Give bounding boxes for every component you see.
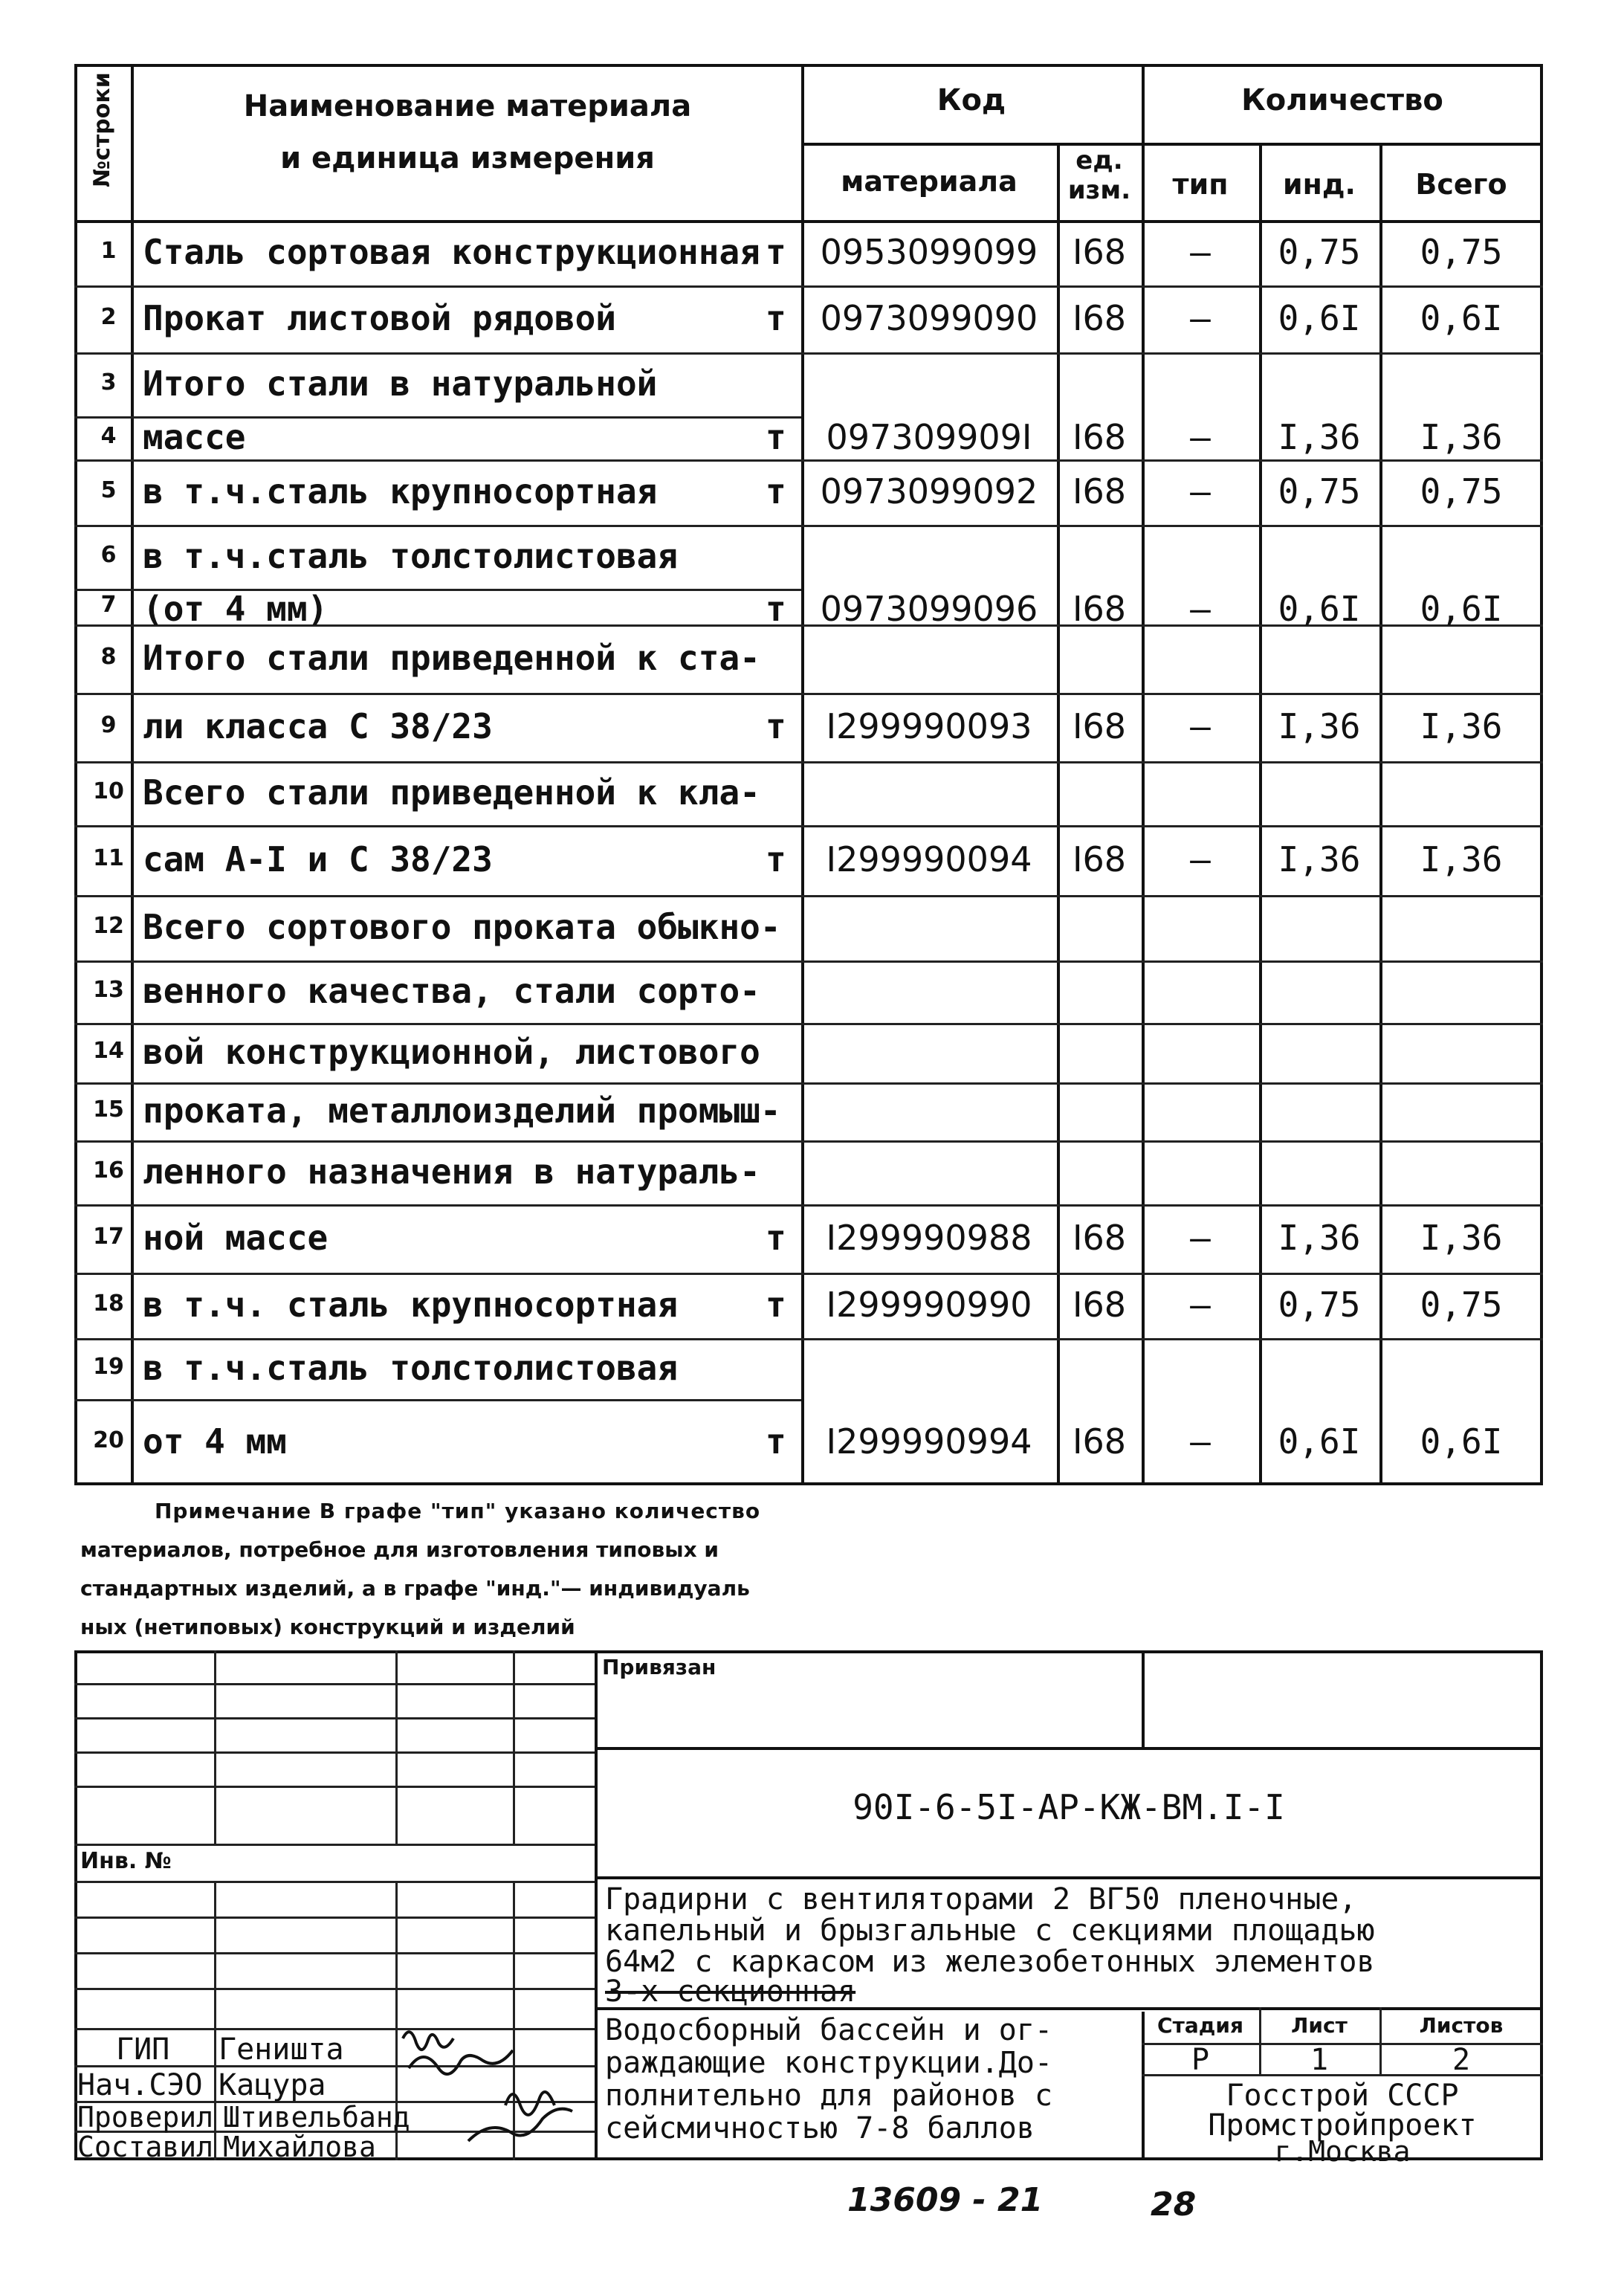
stamp-left-col-2 [395,1650,398,1845]
material-code: 0953099099 [820,232,1038,272]
material-name: венного качества, стали сорто- [143,971,760,1011]
stamp-row-9 [74,1988,595,1990]
qty-individual: 0,75 [1278,471,1361,511]
stamp-left-col-1b [214,1882,216,2160]
qty-individual: I,36 [1278,839,1361,879]
row-divider [74,1399,801,1401]
org-line-3: г.Москва [1274,2135,1411,2168]
row-divider [74,693,1543,695]
row-divider [74,1204,1543,1207]
subtitle-line-3: полнительно для районов с [605,2079,1053,2113]
row-number: 20 [93,1427,124,1453]
stamp-row-4 [74,1786,595,1788]
note-line-3: стандартных изделий, а в графе "инд."— индивидуаль [80,1576,750,1601]
qty-type: – [1190,839,1211,879]
row-number: 13 [93,977,124,1003]
signature-2 [409,2050,513,2074]
sheet-label: Лист [1291,2013,1348,2038]
signer-name-3: Штивельбанд [223,2101,410,2134]
subtitle-line-1: Водосборный бассейн и ог- [605,2013,1053,2047]
row-number: 1 [100,238,117,264]
row-number: 16 [93,1157,124,1184]
material-code: I299990093 [826,706,1032,746]
material-unit: т [766,839,786,879]
qty-individual: I,36 [1278,417,1361,457]
row-divider [74,1273,1543,1275]
sheets-label: Листов [1419,2013,1504,2038]
title-line-4: 3-х секционная [605,1974,856,2009]
name-header-line1: Наименование материала [243,89,692,123]
stage-value: Р [1191,2043,1210,2077]
stamp-code-top [595,1747,1543,1750]
material-unit: т [766,232,786,272]
material-name: проката, металлоизделий промыш- [143,1091,781,1131]
qty-total-header: Всего [1415,168,1507,201]
qty-individual: I,36 [1278,706,1361,746]
material-name: в т.ч.сталь крупносортная [143,471,658,511]
row-number: 5 [100,477,117,503]
material-code: 097309909I [826,417,1032,457]
row-divider [74,761,1543,763]
qty-type: – [1190,1421,1211,1462]
unit-code: I68 [1072,589,1127,629]
material-unit: т [766,706,786,746]
row-number: 2 [100,304,117,330]
row-number: 9 [100,712,117,738]
row-number: 18 [93,1291,124,1317]
signer-role-4: Составил [77,2131,214,2163]
qty-total: I,36 [1420,706,1503,746]
material-unit: т [766,1421,786,1462]
qty-individual: 0,6I [1278,589,1361,629]
row-number: 12 [93,913,124,939]
org-line-2: Промстройпроект [1208,2108,1477,2142]
signer-name-4: Михайлова [223,2131,376,2163]
row-divider [74,459,1543,462]
title-line-3: 64м2 с каркасом из железобетонных элементов [605,1945,1375,1979]
qty-type: – [1190,589,1211,629]
material-name: ленного назначения в натураль- [143,1152,760,1192]
qty-individual: 0,6I [1278,1421,1361,1462]
row-number: 14 [93,1038,124,1064]
header-bottom-line [74,220,1543,223]
material-name: Прокат листовой рядовой [143,298,616,338]
stamp-left-col-3 [513,1650,515,1845]
qty-type-header: тип [1172,168,1229,201]
row-divider [74,960,1543,963]
row-divider [74,895,1543,897]
unit-code: I68 [1072,706,1127,746]
subtitle-line-4: сейсмичностью 7-8 баллов [605,2111,1035,2145]
qty-total: 0,6I [1420,1421,1503,1462]
row-number: 10 [93,778,124,804]
unit-code: I68 [1072,839,1127,879]
qty-type: – [1190,298,1211,338]
code-material-header: материала [841,165,1018,198]
document-code: 90I-6-5I-АР-КЖ-ВМ.I-I [853,1787,1285,1827]
row-number: 17 [93,1224,124,1250]
unit-code: I68 [1072,1285,1127,1325]
row-number: 3 [100,369,117,395]
material-code: I299990990 [826,1285,1032,1325]
material-name: массе [143,417,246,457]
name-header-line2: и единица измерения [280,141,655,175]
stamp-row-8 [74,1952,595,1954]
stamp-right-divider [1142,1650,1145,1747]
signer-name-1: Геништа [219,2032,344,2067]
quantity-header: Количество [1241,83,1443,117]
material-name: от 4 мм [143,1421,287,1462]
material-unit: т [766,417,786,457]
qty-total: I,36 [1420,417,1503,457]
qty-total: 0,6I [1420,298,1503,338]
material-name: ли класса С 38/23 [143,706,493,746]
material-code: 0973099090 [820,298,1038,338]
qty-total: 0,75 [1420,1285,1503,1325]
material-code: I299990994 [826,1421,1032,1462]
row-divider [74,1082,1543,1085]
header-mid-line [801,143,1543,146]
material-name: Всего стали приведенной к кла- [143,772,760,813]
note-line-4: ных (нетиповых) конструкций и изделий [80,1615,575,1639]
qty-type: – [1190,1218,1211,1258]
row-number: 15 [93,1097,124,1123]
subtitle-line-2: раждающие конструкции.До- [605,2046,1053,2080]
title-line-1: Градирни с вентиляторами 2 ВГ50 пленочные, [605,1882,1357,1917]
unit-code: I68 [1072,1421,1127,1462]
qty-total: I,36 [1420,839,1503,879]
material-name: в т.ч.сталь толстолистовая [143,536,679,576]
material-name: ной массе [143,1218,329,1258]
stamp-code-bottom [595,1876,1543,1879]
qty-total: 0,75 [1420,471,1503,511]
page-number: 28 [1151,2186,1197,2224]
material-name: Итого стали приведенной к ста- [143,638,760,678]
row-divider [74,285,1543,288]
qty-type: – [1190,471,1211,511]
signer-role-3: Проверил [77,2101,214,2134]
code-header: Код [936,83,1006,117]
stamp-row-2 [74,1717,595,1719]
inv-no-label: Инв. № [80,1848,172,1874]
material-name: в т.ч. сталь крупносортная [143,1285,679,1325]
qty-type: – [1190,706,1211,746]
material-code: 0973099092 [820,471,1038,511]
stamp-row-6 [74,1881,595,1883]
org-line-1: Госстрой СССР [1226,2079,1459,2113]
stage-label: Стадия [1157,2013,1243,2038]
signature-scribbles [394,2022,617,2171]
qty-total: 0,75 [1420,232,1503,272]
qty-type: – [1190,1285,1211,1325]
material-code: I299990094 [826,839,1032,879]
unit-code: I68 [1072,298,1127,338]
signer-role-1: ГИП [116,2032,170,2067]
row-number: 4 [100,423,117,449]
row-divider [74,825,1543,827]
material-unit: т [766,298,786,338]
material-unit: т [766,1285,786,1325]
material-unit: т [766,589,786,629]
row-number: 19 [93,1354,124,1380]
unit-code: I68 [1072,417,1127,457]
archive-number: 13609 - 21 [847,2181,1044,2219]
row-number-header: №строки [89,72,115,187]
signature-3 [505,2092,554,2115]
stamp-left-col-1 [214,1650,216,1845]
qty-type: – [1190,232,1211,272]
row-number: 8 [100,644,117,670]
row-divider [74,525,1543,527]
signer-name-2: Кацура [219,2068,326,2102]
row-number: 7 [100,592,117,618]
stamp-row-7 [74,1917,595,1919]
qty-individual: 0,75 [1278,1285,1361,1325]
signer-role-2: Нач.СЭО [77,2068,203,2102]
material-code: I299990988 [826,1218,1032,1258]
row-divider [74,1140,1543,1143]
signature-1 [403,2032,453,2050]
sheet-value: 1 [1310,2043,1329,2077]
qty-individual: 0,6I [1278,298,1361,338]
qty-type: – [1190,417,1211,457]
signature-4 [468,2109,572,2141]
row-divider [74,1338,1543,1340]
note-line-2: материалов, потребное для изготовления типовых и [80,1537,719,1562]
row-number: 6 [100,542,117,568]
material-name: (от 4 мм) [143,589,329,629]
stamp-row-5 [74,1844,595,1846]
note-line-1: Примечание В графе "тип" указано количество [155,1499,761,1523]
unit-code: I68 [1072,471,1127,511]
row-number: 11 [93,845,124,871]
material-name: вой конструкционной, листового [143,1032,760,1072]
stamp-row-1 [74,1683,595,1685]
stamp-row-3 [74,1751,595,1754]
material-name: Итого стали в натуральной [143,364,658,404]
material-name: Сталь сортовая конструкционная [143,232,760,272]
material-code: 0973099096 [820,589,1038,629]
material-unit: т [766,1218,786,1258]
sheets-value: 2 [1452,2043,1471,2077]
unit-code: I68 [1072,232,1127,272]
material-name: Всего сортового проката обыкно- [143,907,781,947]
material-name: в т.ч.сталь толстолистовая [143,1348,679,1388]
row-divider [74,352,1543,355]
qty-individual: I,36 [1278,1218,1361,1258]
privyazan-label: Привязан [602,1655,716,1679]
unit-code: I68 [1072,1218,1127,1258]
row-divider [74,1023,1543,1025]
qty-total: 0,6I [1420,589,1503,629]
code-unit-header-line2: изм. [1067,175,1131,205]
qty-total: I,36 [1420,1218,1503,1258]
material-name: сам А-I и С 38/23 [143,839,493,879]
qty-individual: 0,75 [1278,232,1361,272]
material-unit: т [766,471,786,511]
qty-ind-header: инд. [1282,168,1356,201]
title-line-2: капельный и брызгальные с секциями площадью [605,1914,1375,1948]
code-unit-header-line1: ед. [1075,146,1123,175]
